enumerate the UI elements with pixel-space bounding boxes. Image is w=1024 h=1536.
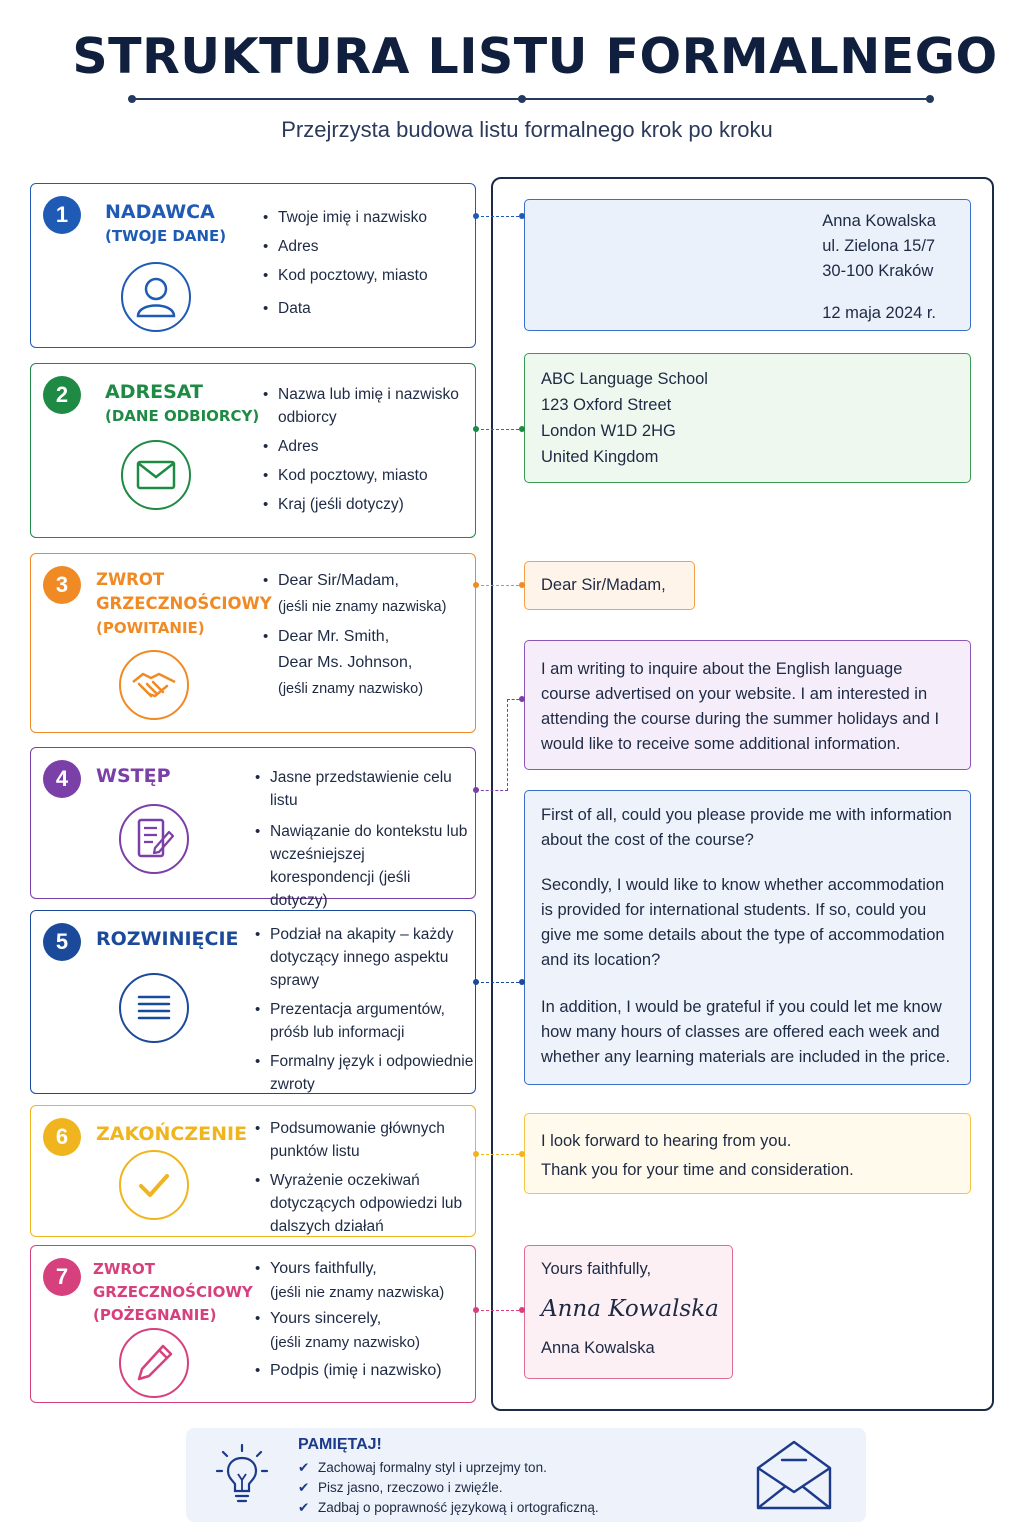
remember-text: Zachowaj formalny styl i uprzejmy ton.	[318, 1460, 547, 1475]
remember-item	[298, 1498, 599, 1518]
bullet-note: (jeśli nie znamy nazwiska)	[278, 599, 447, 615]
remember-text: Zadbaj o poprawność językową i ortograficzną.	[318, 1500, 599, 1515]
connector-closing	[476, 1154, 524, 1155]
step-number-badge: 2	[43, 376, 81, 414]
page-title: STRUKTURA LISTU FORMALNEGO	[72, 28, 998, 85]
body-paragraph: In addition, I would be grateful if you could let me know how many hours of classes are offered each week and whether any learning materials are included in the price.	[541, 998, 951, 1066]
section-title	[93, 1258, 253, 1327]
check-icon: ✔	[298, 1460, 310, 1475]
divider-dot-center	[518, 95, 526, 103]
recipient-line: ABC Language School	[541, 370, 708, 388]
list-item: • Kraj (jeśli dotyczy)	[263, 493, 468, 516]
sender-street: ul. Zielona 15/7	[822, 237, 936, 255]
closing-line: I look forward to hearing from you.	[541, 1132, 792, 1150]
section-title-main: ADRESAT	[105, 381, 203, 403]
connector-dot	[519, 696, 525, 702]
connector-signoff	[476, 1310, 524, 1311]
section-bullets	[263, 383, 468, 522]
connector-dot	[519, 1307, 525, 1313]
sender-city: 30-100 Kraków	[822, 262, 934, 280]
body-paragraph: First of all, could you please provide me with information about the cost of the course?	[541, 806, 952, 849]
section-bullets	[255, 923, 475, 1102]
section-title-main: ROZWINIĘCIE	[96, 928, 239, 950]
section-closing	[30, 1105, 476, 1237]
list-item: • Jasne przedstawienie celu listu	[255, 766, 470, 812]
title-divider	[132, 98, 930, 100]
checkmark-icon	[119, 1150, 189, 1220]
lightbulb-icon	[214, 1442, 270, 1508]
list-item: • Adres	[263, 435, 468, 458]
section-title	[96, 1122, 247, 1146]
list-item: • Formalny język i odpowiednie zwroty	[255, 1050, 475, 1096]
section-title	[105, 380, 259, 428]
section-title-main: ZAKOŃCZENIE	[96, 1123, 248, 1145]
divider-dot-right	[926, 95, 934, 103]
section-title	[96, 764, 171, 788]
letter-sender-block	[524, 199, 971, 331]
bullet-text: Yours faithfully,	[270, 1260, 377, 1277]
list-item: • Data	[263, 297, 468, 320]
section-body	[30, 910, 476, 1094]
intro-text: I am writing to inquire about the English language course advertised on your website. I am interested in attending the course during the summer holidays and I would like to receive some additional information.	[541, 660, 940, 753]
bullet-text: Dear Sir/Madam,	[278, 572, 399, 589]
bullet-text-2: Dear Ms. Johnson,	[278, 654, 413, 671]
section-title	[96, 927, 239, 951]
letter-signoff-block	[524, 1245, 733, 1379]
connector-sender	[476, 216, 524, 217]
section-title-main: NADAWCA	[105, 201, 215, 223]
text-lines-icon	[119, 973, 189, 1043]
section-title-sub: (POWITANIE)	[96, 619, 205, 637]
connector-dot	[473, 787, 479, 793]
step-number-badge: 7	[43, 1258, 81, 1296]
connector-dot	[519, 213, 525, 219]
list-item	[255, 1359, 470, 1383]
list-item: • Nawiązanie do kontekstu lub wcześniejszej korespondencji (jeśli dotyczy)	[255, 820, 470, 912]
connector-dot	[473, 1151, 479, 1157]
sender-address	[822, 209, 936, 326]
list-item	[255, 1257, 470, 1305]
signature: Anna Kowalska	[541, 1296, 719, 1322]
section-title-main: ZWROT	[93, 1260, 155, 1278]
recipient-line: 123 Oxford Street	[541, 396, 672, 414]
connector-dot	[519, 426, 525, 432]
bullet-note: (jeśli znamy nazwisko)	[278, 681, 424, 697]
section-title-sub: (POŻEGNANIE)	[93, 1306, 217, 1324]
step-number-badge: 1	[43, 196, 81, 234]
letter-intro-block	[524, 640, 971, 770]
divider-dot-left	[128, 95, 136, 103]
section-greeting	[30, 553, 476, 733]
step-number-badge: 4	[43, 760, 81, 798]
handshake-icon	[119, 650, 189, 720]
remember-box	[186, 1428, 866, 1522]
step-number-badge: 3	[43, 566, 81, 604]
greeting-text: Dear Sir/Madam,	[541, 576, 666, 594]
connector-dot	[473, 426, 479, 432]
person-icon	[121, 262, 191, 332]
list-item: • Podsumowanie głównych punktów listu	[255, 1117, 470, 1163]
connector-intro-v	[507, 699, 508, 791]
section-bullets	[255, 1257, 470, 1389]
check-icon: ✔	[298, 1500, 310, 1515]
section-intro	[30, 747, 476, 909]
bullet-text: Dear Mr. Smith,	[278, 628, 390, 645]
connector-dot	[519, 582, 525, 588]
section-title	[96, 568, 272, 640]
connector-dot	[519, 1151, 525, 1157]
section-title-main: WSTĘP	[96, 765, 171, 787]
section-title	[105, 200, 226, 248]
closing-line: Thank you for your time and consideration.	[541, 1161, 854, 1179]
connector-dot	[473, 979, 479, 985]
check-icon: ✔	[298, 1480, 310, 1495]
open-envelope-icon	[752, 1438, 836, 1512]
section-sender	[30, 183, 476, 348]
connector-dot	[473, 582, 479, 588]
section-title-main: ZWROT	[96, 570, 165, 589]
section-bullets	[255, 1117, 470, 1244]
letter-recipient-block	[524, 353, 971, 483]
recipient-line: United Kingdom	[541, 448, 659, 466]
remember-title: PAMIĘTAJ!	[298, 1436, 382, 1453]
list-item	[255, 1307, 470, 1355]
remember-item	[298, 1458, 599, 1478]
connector-greeting	[476, 585, 524, 586]
step-number-badge: 5	[43, 923, 81, 961]
section-title-sub: (TWOJE DANE)	[105, 227, 227, 245]
list-item: • Wyrażenie oczekiwań dotyczących odpowiedzi lub dalszych działań	[255, 1169, 470, 1238]
remember-list	[298, 1458, 599, 1518]
letter-closing-block	[524, 1113, 971, 1194]
section-signoff	[30, 1245, 476, 1403]
list-item: • Nazwa lub imię i nazwisko odbiorcy	[263, 383, 468, 429]
body-paragraph: Secondly, I would like to know whether accommodation is provided for international students. If so, could you give me some details about the type of accommodation and its location?	[541, 876, 945, 969]
signoff-phrase: Yours faithfully,	[541, 1260, 652, 1278]
letter-body-block	[524, 790, 971, 1085]
bullet-note: (jeśli nie znamy nazwiska)	[270, 1284, 445, 1301]
connector-dot	[519, 979, 525, 985]
letter-date: 12 maja 2024 r.	[822, 304, 936, 322]
list-item	[263, 568, 468, 620]
list-item	[263, 624, 468, 702]
list-item: • Prezentacja argumentów, próśb lub informacji	[255, 998, 475, 1044]
connector-body	[476, 982, 524, 983]
list-item: • Kod pocztowy, miasto	[263, 264, 468, 287]
section-recipient	[30, 363, 476, 538]
sender-name: Anna Kowalska	[822, 212, 936, 230]
list-item: • Kod pocztowy, miasto	[263, 464, 468, 487]
section-title-main-2: GRZECZNOŚCIOWY	[93, 1283, 253, 1301]
bullet-text: Podpis (imię i nazwisko)	[270, 1362, 442, 1379]
section-bullets	[255, 766, 470, 918]
remember-item	[298, 1478, 599, 1498]
bullet-note: (jeśli znamy nazwisko)	[270, 1334, 421, 1351]
signoff-name: Anna Kowalska	[541, 1339, 655, 1357]
bullet-text: Yours sincerely,	[270, 1310, 382, 1327]
connector-recipient	[476, 429, 524, 430]
recipient-line: London W1D 2HG	[541, 422, 676, 440]
step-number-badge: 6	[43, 1118, 81, 1156]
section-bullets	[263, 206, 468, 326]
remember-text: Pisz jasno, rzeczowo i zwięźle.	[318, 1480, 503, 1495]
envelope-icon	[121, 440, 191, 510]
document-pen-icon	[119, 804, 189, 874]
section-bullets	[263, 568, 468, 708]
section-title-main-2: GRZECZNOŚCIOWY	[96, 594, 272, 613]
letter-greeting-block	[524, 561, 695, 610]
connector-dot	[473, 213, 479, 219]
page-subtitle: Przejrzysta budowa listu formalnego krok po kroku	[281, 117, 773, 142]
connector-dot	[473, 1307, 479, 1313]
section-title-sub: (DANE ODBIORCY)	[105, 407, 260, 425]
list-item: • Podział na akapity – każdy dotyczący innego aspektu sprawy	[255, 923, 475, 992]
list-item: • Twoje imię i nazwisko	[263, 206, 468, 229]
pen-icon	[119, 1328, 189, 1398]
list-item: • Adres	[263, 235, 468, 258]
connector-intro-h1	[476, 790, 508, 791]
